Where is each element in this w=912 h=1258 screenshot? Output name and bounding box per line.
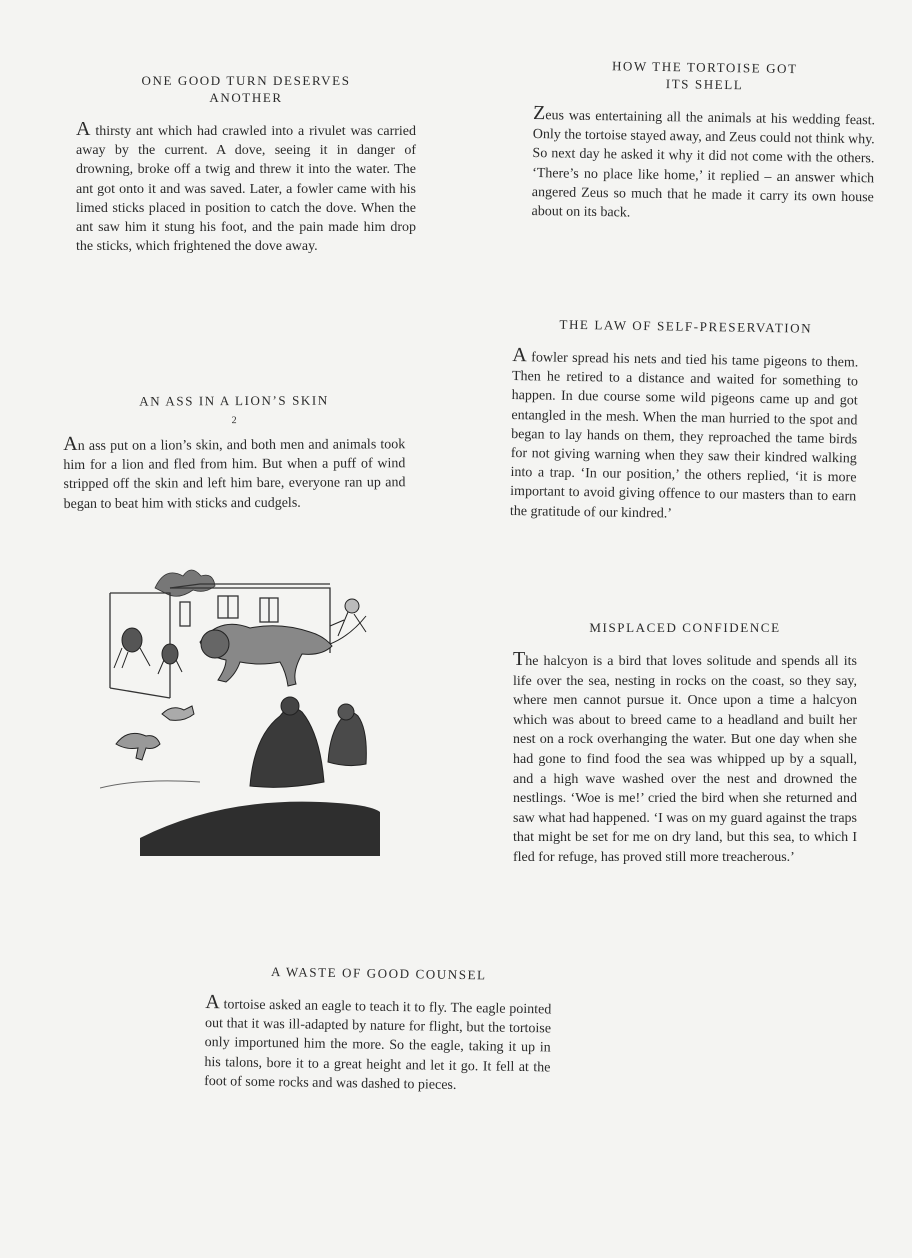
fable-number: 2 — [231, 415, 237, 427]
fable-body: The halcyon is a bird that loves solitude and spends all its life over the sea, nesting in rocks on the coast, so they say, where men cannot pursue it. Once upon a time a halcyon which was about to breed came to a headland and built her nest on a rock overhanging the water. But one day when she had gone to find food the sea was whipped up by a squall, and a high wave washed over the nest and drowned the nestlings. ‘Woe is me!’ cried the bird when she returned and saw what had happened. ‘I was on my guard against the traps that might be set for me on dry land, but this sea, to which I fled for refuge, has proved still more treacherous.’ — [513, 648, 857, 865]
title-line: ANOTHER — [209, 90, 283, 105]
title-line: THE LAW OF SELF-PRESERVATION — [559, 316, 813, 336]
fable-waste-good-counsel — [204, 962, 552, 1096]
fable-body: Zeus was entertaining all the animals at his wedding feast. Only the tortoise stayed away, and Zeus could not think why. So next day he asked it why it did not come with the others. ‘There’s no place like home,’ it replied – an answer which angered Zeus so much that he made it carry its own house about on its back. — [531, 101, 876, 221]
fable-body: A fowler spread his nets and tied his tame pigeons to them. Then he retired to a distance and waited for something to happen. In due course some wild pigeons came up and got entangled in the mesh. When the man hurried to the spot and began to lay hands on them, they reproached the tame birds for not giving warning when they saw their kindred walking into a trap. ‘In our position,’ the others replied, ‘it is more important to avoid giving offence to our masters than to earn the gratitude of our kindred.’ — [509, 343, 859, 522]
fable-title — [206, 962, 552, 984]
fable-body: A tortoise asked an eagle to teach it to fly. The eagle pointed out that it was ill-adapted by nature for flight, but the tortoise only importuned him the more. So the eagle, taking it up in his talons, bore it to a great height and let it go. It fell at the foot of some rocks and was dashed to pieces. — [204, 990, 552, 1093]
title-line: ONE GOOD TURN DESERVES — [141, 73, 351, 88]
fable-misplaced-confidence — [513, 619, 857, 868]
title-line: HOW THE TORTOISE GOT — [611, 58, 798, 77]
fable-title — [513, 315, 859, 337]
title-line: ITS SHELL — [665, 76, 744, 93]
fable-body: A thirsty ant which had crawled into a rivulet was carried away by the current. A dove, seeing it in danger of drowning, broke off a twig and threw it into the water. The ant got onto it and was saved. Later, a fowler came with his limed sticks placed in position to catch the dove. When the ant saw him it stung his foot, and the pain made him drop the sticks, which frightened the dove away. — [76, 118, 416, 255]
title-line: MISPLACED CONFIDENCE — [589, 620, 781, 635]
title-line: A WASTE OF GOOD COUNSEL — [270, 964, 487, 983]
fable-ass-lion-skin — [63, 391, 406, 514]
fable-one-good-turn — [76, 72, 416, 256]
fable-self-preservation — [510, 315, 859, 526]
fable-title — [63, 391, 405, 410]
fable-title — [76, 72, 416, 106]
fable-title — [513, 619, 857, 636]
ass-in-lion-skin-illustration — [100, 548, 410, 868]
fable-body: An ass put on a lion’s skin, and both men and animals took him for a lion and fled from him. But when a puff of wind stripped off the skin and left him bare, everyone ran up and began to beat him with sticks and cudgels. — [63, 432, 406, 512]
fable-tortoise-shell — [531, 56, 876, 227]
title-line: AN ASS IN A LION’S SKIN — [139, 392, 329, 409]
fable-title — [533, 56, 875, 95]
